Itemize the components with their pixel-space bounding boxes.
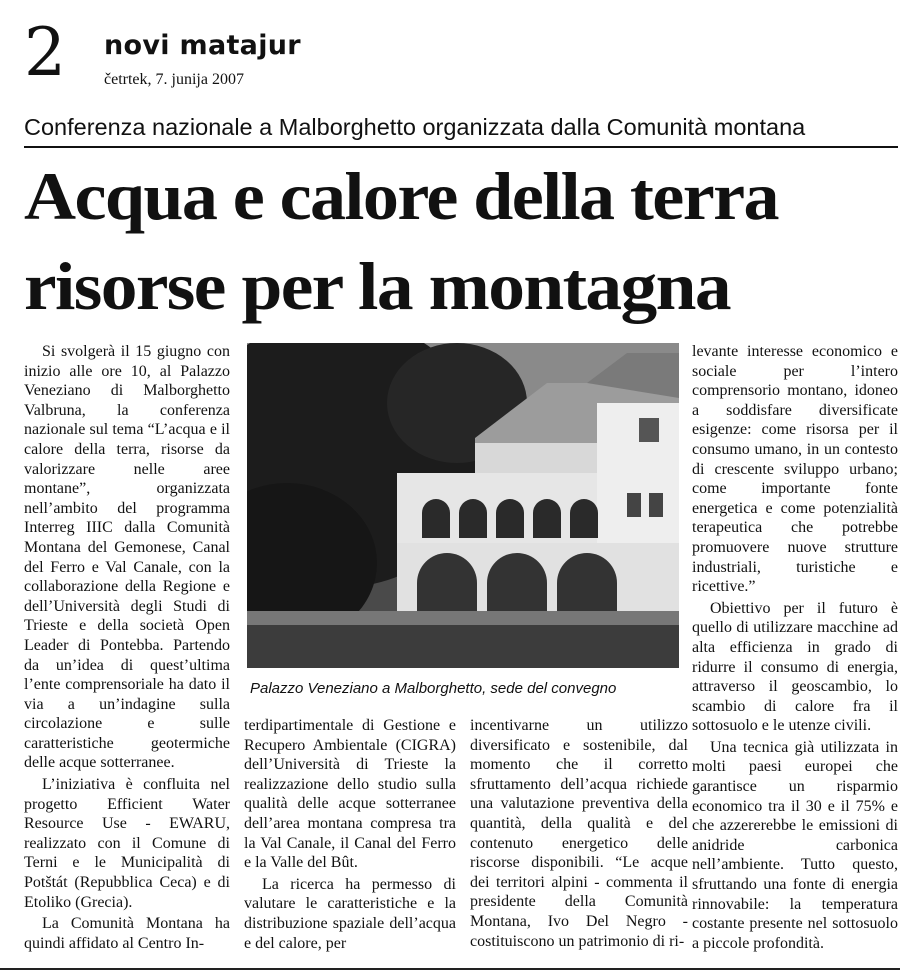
headline-line-2: risorse per la montagna — [24, 248, 730, 324]
paragraph: Obiettivo per il futuro è quello di utilizzare macchine ad alta efficienza in grado di ridurre il consumo di energia, attraverso il geoscambio, lo scambio di calore fra il sottosuolo e le utenze civili. — [692, 599, 898, 735]
paragraph: Una tecnica già utilizzata in molti paesi europei che garantisce un risparmio economico tra il 30 e il 75% e che azzererebbe le emissioni di anidride carbonica nell’ambiente. Tutto questo, sfruttando una fonte di energia rinnovabile: la temperatura costante presente nel sottosuolo a piccole profondità. — [692, 738, 898, 952]
article-column-4 — [692, 342, 898, 955]
paragraph: levante interesse economico e sociale per l’intero comprensorio montano, idoneo a soddisfare diversificate esigenze: come risorsa per il consumo umano, in un contesto di crescente sviluppo urbano; come importante fonte energetica e come potenzialità terapeutica che potrebbe promuovere nuove strutture industriali, turistiche e ricettive.” — [692, 343, 898, 596]
headline-line-1: Acqua e calore della terra — [24, 158, 778, 234]
paragraph: L’iniziativa è confluita nel progetto Efficient Water Resource Use - EWARU, realizzato con il Comune di Terni e le Municipalità di Potštát (Repubblica Ceca) e di Etoliko (Grecia). — [24, 776, 230, 911]
palazzo-photo-image — [247, 343, 679, 668]
paragraph: incentivarne un utilizzo diversificato e sostenibile, dal momento che il corretto sfruttamento dell’acqua richiede una valutazione preventiva della quantità, della qualità e del contenuto energetico delle riscorse disponibili. “Le acque dei territori alpini - commenta il presidente della Comunità Montana, Ivo Del Negro - costituiscono un patrimonio di ri- — [470, 717, 688, 950]
masthead-name: novi matajur — [104, 30, 301, 61]
article-photo — [247, 343, 679, 668]
paragraph: La Comunità Montana ha quindi affidato al Centro In- — [24, 915, 230, 952]
paragraph: La ricerca ha permesso di valutare le caratteristiche e la distribuzione spaziale dell’acqua e del calore, per — [244, 875, 456, 952]
bottom-rule — [0, 968, 900, 970]
masthead-date: četrtek, 7. junija 2007 — [104, 71, 244, 88]
page-number: 2 — [24, 14, 66, 91]
kicker-rule — [24, 146, 898, 148]
article-kicker: Conferenza nazionale a Malborghetto organizzata dalla Comunità montana — [24, 114, 806, 140]
article-column-3 — [470, 716, 688, 953]
paragraph: terdipartimentale di Gestione e Recupero Ambientale (CIGRA) dell’Università di Trieste la realizzazione dello studio sulla qualità delle acque sotterranee dell’area montana compresa tra la Val Canale, il Canal del Ferro e la Valle del Bût. — [244, 717, 456, 872]
article-column-1 — [24, 342, 230, 955]
article-column-2 — [244, 716, 456, 955]
photo-caption: Palazzo Veneziano a Malborghetto, sede del convegno — [250, 680, 617, 697]
paragraph: Si svolgerà il 15 giugno con inizio alle ore 10, al Palazzo Veneziano di Malborghetto Valbruna, la conferenza nazionale sul tema “L’acqua e il calore della terra, risorse da valorizzare nelle aree montane”, organizzata nell’ambito del programma Interreg IIIC dalla Comunità Montana del Gemonese, Canal del Ferro e Val Canale, con la collaborazione della Regione e dell’Università degli Studi di Trieste e della società Open Leader di Pontebba. Partendo da un’idea di quest’ultima l’ente comprensoriale ha dato il via a un’indagine sulla circolazione e sulle caratteristiche geotermiche delle acque sotterranee. — [24, 343, 230, 772]
